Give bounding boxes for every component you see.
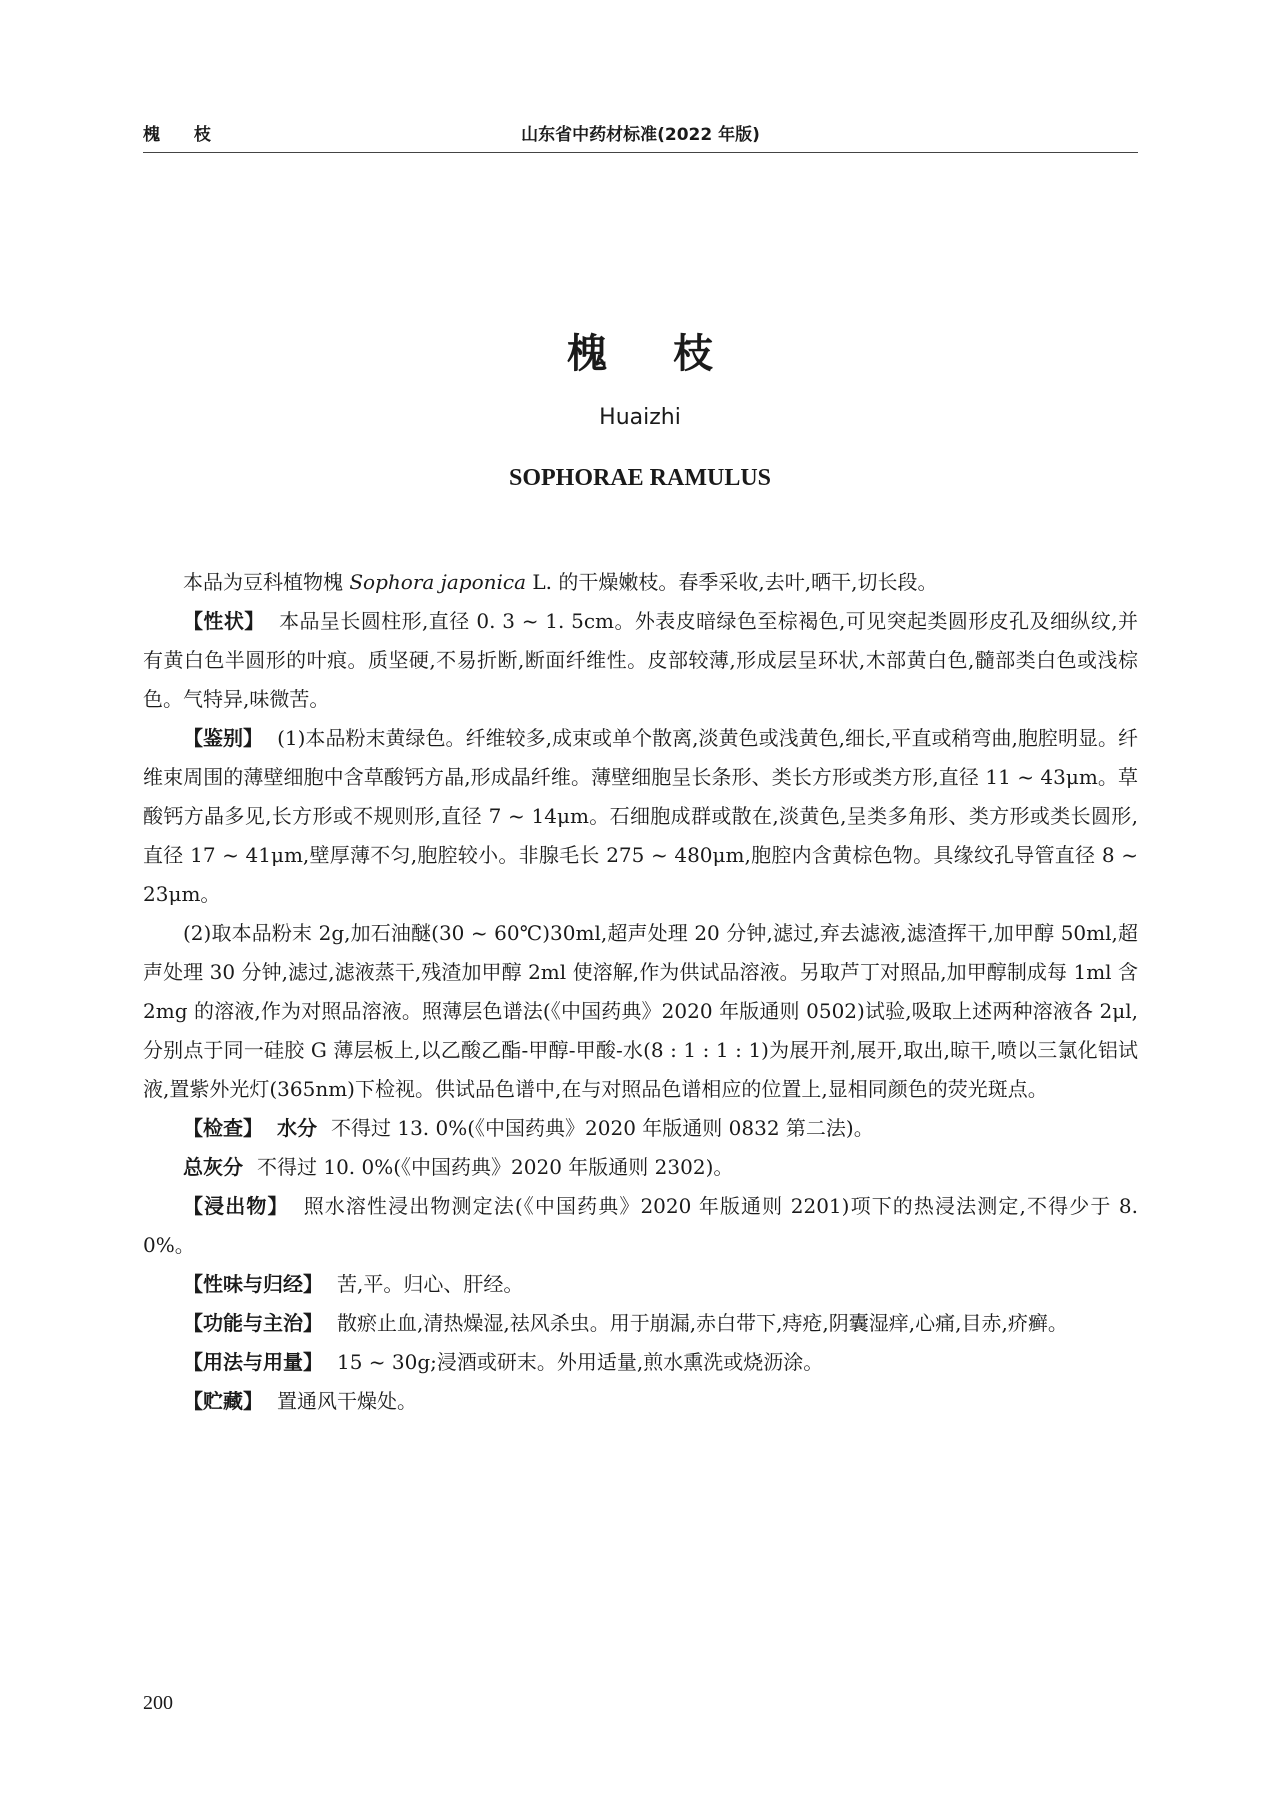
property-label: 【性味与归经】	[183, 1272, 323, 1296]
identification-paragraph-2	[143, 914, 1138, 1109]
ash-text: 不得过 10. 0%(《中国药典》2020 年版通则 2302)。	[257, 1155, 734, 1179]
extractives-text: 照水溶性浸出物测定法(《中国药典》2020 年版通则 2201)项下的热浸法测定,不得少于 8. 0%。	[143, 1194, 1138, 1257]
moisture-text: 不得过 13. 0%(《中国药典》2020 年版通则 0832 第二法)。	[331, 1116, 874, 1140]
intro-text-before: 本品为豆科植物槐	[183, 570, 350, 594]
identification-text-2: (2)取本品粉末 2g,加石油醚(30 ~ 60℃)30ml,超声处理 20 分钟,滤过,弃去滤液,滤渣挥干,加甲醇 50ml,超声处理 30 分钟,滤过,滤液蒸干,残渣加甲醇 2ml 使溶解,作为供试品溶液。另取芦丁对照品,加甲醇制成每 1ml 含 2mg 的溶液,作为对照品溶液。照薄层色谱法(《中国药典》2020 年版通则 0502)试验,吸取上述两种溶液各 2μl,分别点于同一硅胶 G 薄层板上,以乙酸乙酯-甲醇-甲酸-水(8 : 1 : 1 : 1)为展开剂,展开,取出,晾干,喷以三氯化铝试液,置紫外光灯(365nm)下检视。供试品色谱中,在与对照品色谱相应的位置上,显相同颜色的荧光斑点。	[143, 921, 1138, 1101]
ash-label: 总灰分	[183, 1155, 243, 1179]
storage-paragraph	[143, 1382, 1138, 1421]
inspection-label: 【检查】	[183, 1116, 263, 1140]
property-paragraph	[143, 1265, 1138, 1304]
identification-paragraph-1	[143, 719, 1138, 914]
function-label: 【功能与主治】	[183, 1311, 323, 1335]
intro-paragraph	[143, 563, 1138, 602]
identification-label: 【鉴别】	[183, 726, 264, 750]
intro-text-after: L. 的干燥嫩枝。春季采收,去叶,晒干,切长段。	[526, 570, 938, 594]
storage-label: 【贮藏】	[183, 1389, 263, 1413]
page-number: 200	[143, 1692, 173, 1714]
moisture-label: 水分	[277, 1116, 317, 1140]
property-text: 苦,平。归心、肝经。	[337, 1272, 524, 1296]
inspection-ash-paragraph	[143, 1148, 1138, 1187]
inspection-moisture-paragraph	[143, 1109, 1138, 1148]
header-left-title: 槐 枝	[143, 125, 225, 145]
extractives-paragraph	[143, 1187, 1138, 1265]
identification-text-1: (1)本品粉末黄绿色。纤维较多,成束或单个散离,淡黄色或浅黄色,细长,平直或稍弯曲,胞腔明显。纤维束周围的薄壁细胞中含草酸钙方晶,形成晶纤维。薄壁细胞呈长条形、类长方形或类方形,直径 11 ~ 43μm。草酸钙方晶多见,长方形或不规则形,直径 7 ~ 14μm。石细胞成群或散在,淡黄色,呈类多角形、类方形或类长圆形,直径 17 ~ 41μm,壁厚薄不匀,胞腔较小。非腺毛长 275 ~ 480μm,胞腔内含黄棕色物。具缘纹孔导管直径 8 ~ 23μm。	[143, 726, 1138, 906]
function-paragraph	[143, 1304, 1138, 1343]
storage-text: 置通风干燥处。	[277, 1389, 417, 1413]
function-text: 散瘀止血,清热燥湿,祛风杀虫。用于崩漏,赤白带下,痔疮,阴囊湿痒,心痛,目赤,疥癣。	[337, 1311, 1068, 1335]
usage-text: 15 ~ 30g;浸酒或研末。外用适量,煎水熏洗或烧沥涂。	[337, 1350, 824, 1374]
usage-label: 【用法与用量】	[183, 1350, 323, 1374]
header-standard-name: 山东省中药材标准(2022 年版)	[521, 125, 760, 145]
page-title: 槐 枝	[567, 331, 739, 377]
usage-paragraph	[143, 1343, 1138, 1382]
pinyin-name: Huaizhi	[599, 405, 681, 430]
characters-label: 【性状】	[183, 609, 265, 633]
characters-paragraph	[143, 602, 1138, 719]
species-name: Sophora japonica	[349, 570, 527, 594]
extractives-label: 【浸出物】	[183, 1194, 289, 1218]
characters-text: 本品呈长圆柱形,直径 0. 3 ~ 1. 5cm。外表皮暗绿色至棕褐色,可见突起类圆形皮孔及细纵纹,并有黄白色半圆形的叶痕。质坚硬,不易折断,断面纤维性。皮部较薄,形成层呈环状,木部黄白色,髓部类白色或浅棕色。气特异,味微苦。	[143, 609, 1138, 711]
monograph-body	[143, 563, 1138, 1421]
running-header	[143, 118, 1138, 153]
latin-name: SOPHORAE RAMULUS	[508, 465, 772, 491]
